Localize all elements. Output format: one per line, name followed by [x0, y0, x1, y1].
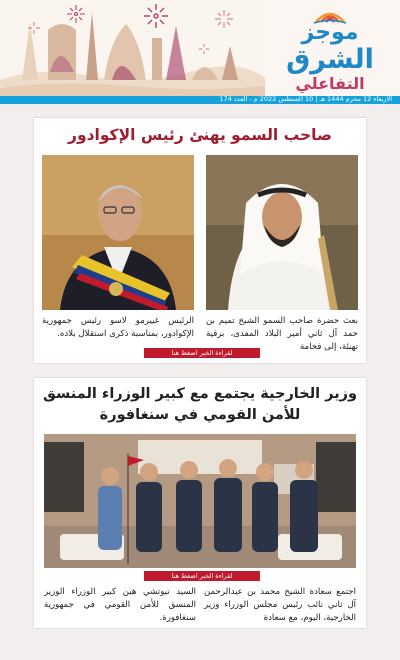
caption-amir: بعث حضرة صاحب السمو الشيخ تميم بن حمد آل ثاني أمير البلاد المفدى، برقية تهنئة، إلى فخامة: [206, 316, 358, 352]
caption-ecuador: الرئيس غييرمو لاسو رئيس جمهورية الإكوادور، بمناسبة ذكرى استقلال بلاده.: [42, 316, 194, 339]
photo-ecuador-president: [42, 155, 194, 310]
masthead: [0, 0, 400, 96]
logo-word-interactive: التفاعلي: [295, 74, 365, 93]
logo-word-mojaz: موجز: [301, 20, 359, 45]
open-book-sunrise-icon: [312, 4, 348, 24]
article-card-foreign-minister: [34, 378, 366, 628]
read-more-button[interactable]: لقراءة الخبر اضغط هنا: [144, 571, 260, 581]
caption-foreign-minister: اجتمع سعادة الشيخ محمد بن عبدالرحمن آل ثاني نائب رئيس مجلس الوزراء وزير الخارجية، اليوم، مع سعادة: [204, 587, 356, 623]
photo-amir: [206, 155, 358, 310]
issue-date: الأربعاء 12 محرم 1444 هـ | 10 أغسطس 2022 م - العدد 174: [219, 95, 392, 103]
article-headline: وزير الخارجية يجتمع مع كبير الوزراء المنسق للأمن القومي في سنغافورة: [42, 386, 357, 423]
read-more-button[interactable]: لقراءة الخبر اضغط هنا: [144, 348, 260, 358]
article-headline: صاحب السمو يهنئ رئيس الإكوادور: [68, 126, 332, 144]
date-bar: [0, 96, 400, 104]
article-card-amir-congratulates: [34, 118, 366, 363]
doha-skyline-illustration: [0, 0, 265, 96]
caption-singapore-minister: السيد تيوتشي هين كبير الوزراء الوزير المنسق للأمن القومي في جمهورية سنغافورة.: [44, 587, 196, 623]
logo: [270, 4, 390, 92]
photo-delegation-meeting: [44, 434, 356, 568]
logo-word-alsharq: الشرق: [286, 44, 374, 75]
